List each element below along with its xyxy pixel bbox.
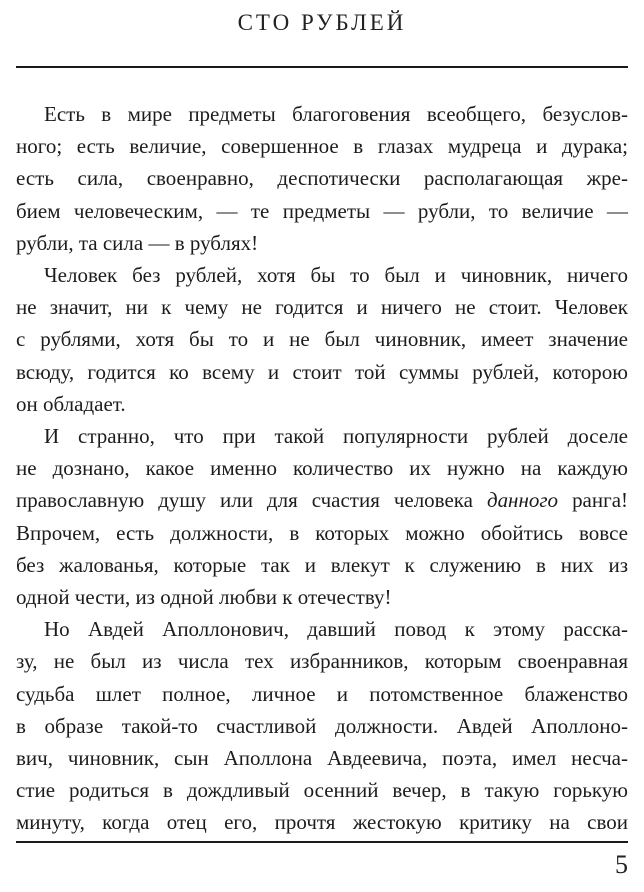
text-line: стие родиться в дождливый осенний вечер, в такую горькую [16, 778, 628, 803]
text-line: ного; есть величие, совершенное в глазах мудреца и дурака; [16, 134, 628, 159]
emphasis-word: данного [486, 488, 559, 513]
text-line: судьба шлет полное, личное и потомственное блаженство [16, 681, 628, 706]
text-line: бием человеческим, — те предметы — рубли, то величие — [16, 198, 628, 223]
text-line: Впрочем, есть должности, в которых можно обойтись вовсе [16, 520, 628, 545]
paragraph-1 [16, 98, 628, 259]
text-line: рубли, та сила — в рублях! [16, 230, 259, 255]
text-line: с рублями, хотя бы то и не был чиновник, имеет значение [16, 327, 628, 352]
text-line: И странно, что при такой популярности рублей доселе [44, 424, 628, 449]
body-text [16, 98, 628, 839]
text-line: есть сила, своенравно, деспотически располагающая жре- [16, 166, 628, 191]
text-line: Человек без рублей, хотя бы то был и чиновник, ничего [44, 263, 628, 288]
text-line: без жалованья, которые так и влекут к служению в них из [16, 552, 628, 577]
text-line: в образе такой-то счастливой должности. Авдей Аполлоно- [16, 713, 628, 738]
text-line: не дознано, какое именно количество их нужно на каждую [16, 456, 628, 481]
paragraph-2 [16, 259, 628, 420]
footer-rule [16, 841, 628, 843]
text-line: одной чести, из одной любви к отечеству! [16, 585, 392, 610]
paragraph-4 [16, 613, 628, 838]
text-line: зу, не был из числа тех избранников, которым своенравная [16, 649, 628, 674]
text-line: Но Авдей Аполлонович, давший повод к этому расска- [44, 617, 628, 642]
text-line: вич, чиновник, сын Аполлона Авдеевича, поэта, имел несча- [16, 746, 628, 771]
text-line: всюду, годится ко всему и стоит той суммы рублей, которою [16, 359, 628, 384]
text-line: минуту, когда отец его, прочтя жестокую критику на свои [16, 810, 628, 835]
text-line: Есть в мире предметы благоговения всеобщего, безуслов- [44, 102, 628, 126]
text-line: не значит, ни к чему не годится и ничего не стоит. Человек [16, 295, 628, 320]
text-line: православную душу или для счастия человека данного ранга! [16, 488, 629, 513]
running-head: СТО РУБЛЕЙ [237, 10, 407, 35]
text-line: он обладает. [16, 391, 126, 416]
header-rule [16, 66, 628, 68]
paragraph-3 [16, 420, 628, 613]
page-number: 5 [615, 850, 628, 879]
